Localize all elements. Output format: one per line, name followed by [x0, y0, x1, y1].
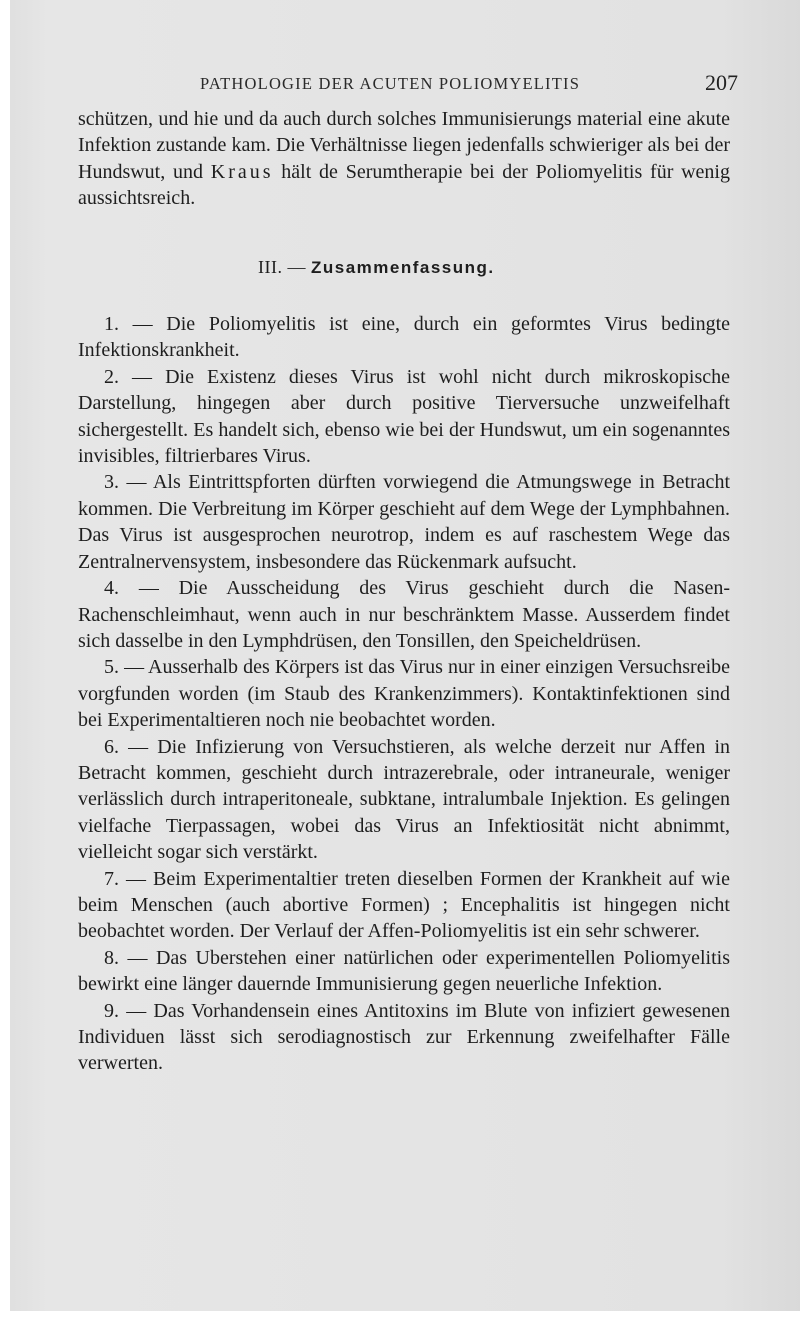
item-number: 9. [104, 999, 119, 1022]
list-item [78, 469, 730, 575]
item-number: 5. [104, 656, 119, 679]
item-text: — Das Uberstehen einer natürlichen oder experimentellen Poliomyelitis bewirkt eine länger dauernde Immunisierung gegen neuerliche Infektion. [78, 946, 731, 996]
section-numeral: III. — [258, 256, 306, 277]
list-item [78, 866, 730, 945]
item-number: 2. [104, 365, 119, 388]
item-text: — Die Ausscheidung des Virus geschieht durch die Nasen-Rachenschleimhaut, wenn auch in nur beschränktem Masse. Ausserdem findet sich dasselbe in den Lymphdrüsen, den Tonsillen, den Speicheldrüsen. [78, 577, 731, 652]
section-title: Zusammenfassung. [310, 257, 495, 277]
author-name: Kraus [210, 160, 274, 183]
intro-paragraph [78, 106, 730, 212]
list-item [78, 734, 730, 866]
section-heading [78, 254, 730, 281]
item-text: — Ausserhalb des Körpers ist das Virus nur in einer einzigen Versuchsreibe vorgfunden worden (im Staub des Krankenzimmers). Kontaktinfektionen sind bei Experimentaltieren noch nie beobachtet worden. [78, 656, 730, 732]
list-item [78, 364, 730, 470]
running-title: PATHOLOGIE DER ACUTEN POLIOMYELITIS [200, 74, 581, 93]
item-text: — Beim Experimentaltier treten dieselben Formen der Krankheit auf wie beim Menschen (auch abortive Formen) ; Encephalitis ist hingegen nicht beobachtet worden. Der Verlauf der Affen-Poliomyelitis ist ein sehr schwerer. [78, 867, 730, 943]
item-number: 8. [104, 946, 119, 969]
item-text: — Die Infizierung von Versuchstieren, als welche derzeit nur Affen in Betracht kommen, geschieht durch intrazerebrale, oder intraneurale, weniger verlässlich durch intraperitoneale, subktane, intralumbale Injektion. Es gelingen vielfache Tierpassagen, wobei das Virus an Infektiosität nicht abnimmt, vielleicht sogar sich verstärkt. [78, 735, 731, 864]
item-number: 6. [104, 735, 119, 758]
intro-text-after: hält de Serumtherapie bei der Poliomyelitis für wenig aussichtsreich. [78, 160, 730, 210]
list-item [78, 311, 730, 364]
item-text: — Die Poliomyelitis ist eine, durch ein geformtes Virus bedingte Infektionskrankheit. [78, 313, 731, 362]
list-item [78, 575, 730, 654]
item-text: — Als Eintrittspforten dürften vorwiegend die Atmungswege in Betracht kommen. Die Verbreitung im Körper geschieht auf dem Wege der Lymphbahnen. Das Virus ist ausgesprochen neurotrop, indem es auf raschestem Wege das Zentralnervensystem, insbesondere das Rückenmark aufsucht. [78, 471, 730, 573]
item-number: 4. [104, 577, 119, 600]
item-number: 7. [104, 867, 119, 890]
list-item [78, 945, 730, 998]
running-head [78, 70, 738, 98]
list-item [78, 998, 730, 1077]
item-text: — Die Existenz dieses Virus ist wohl nicht durch mikroskopische Darstellung, hingegen aber durch positive Tierversuche unzweifelhaft sichergestellt. Es handelt sich, ebenso wie bei der Hundswut, um ein sogenanntes invisibles, filtrierbares Virus. [78, 365, 731, 468]
item-number: 1. [104, 313, 119, 336]
item-number: 3. [104, 471, 119, 494]
page-number: 207 [705, 70, 738, 95]
item-text: — Das Vorhandensein eines Antitoxins im Blute von infiziert gewesenen Individuen lässt sich serodiagnostisch zur Erkennung zweifelhafter Fälle verwerten. [78, 999, 730, 1075]
list-item [78, 654, 730, 733]
intro-text-before: schützen, und hie und da auch durch solches Immunisierungs material eine akute Infektion zustande kam. Die Verhältnisse liegen jedenfalls schwieriger als bei der Hundswut, und [78, 108, 730, 183]
body-text [78, 106, 730, 1077]
